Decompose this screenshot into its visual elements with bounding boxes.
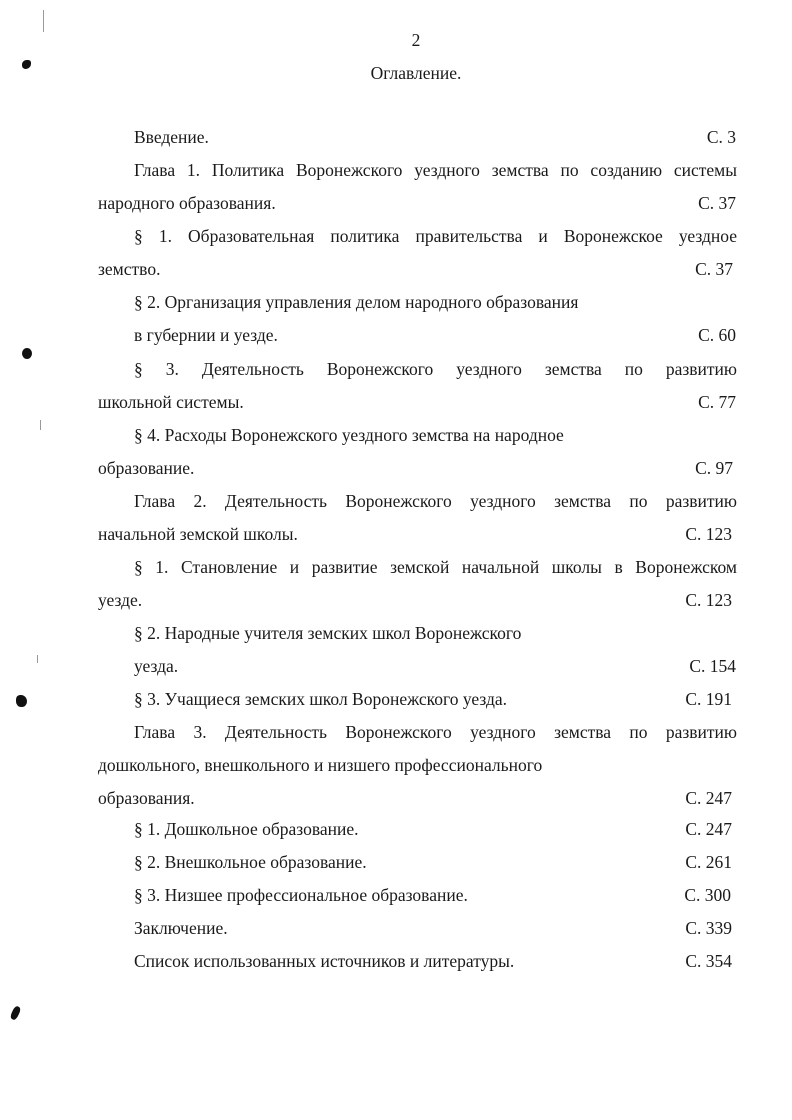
scan-speck-3 xyxy=(37,655,38,663)
scan-blot-lower xyxy=(16,695,27,707)
toc-entry-ch1-sec1-line-1: § 1. Образовательная политика правительства и Воронежское уездное xyxy=(134,226,737,246)
toc-entry-chapter-3-line-2: дошкольного, внешкольного и низшего профессионального xyxy=(98,755,543,775)
toc-page-introduction: С. 3 xyxy=(706,127,736,147)
toc-page-chapter-1: С. 37 xyxy=(698,193,736,213)
toc-page-ch2-sec3: С. 191 xyxy=(685,689,732,709)
toc-entry-ch3-sec2: § 2. Внешкольное образование. xyxy=(134,852,367,872)
toc-entry-chapter-1-line-2: народного образования. xyxy=(98,193,276,213)
toc-entry-ch1-sec4-line-1: § 4. Расходы Воронежского уездного земства на народное xyxy=(134,425,564,445)
toc-page-ch1-sec2: С. 60 xyxy=(698,325,736,345)
toc-page-ch2-sec1: С. 123 xyxy=(685,590,732,610)
toc-page-chapter-3: С. 247 xyxy=(685,788,732,808)
scan-blot-middle xyxy=(22,348,32,359)
scan-speck-2 xyxy=(40,420,41,430)
toc-entry-chapter-3-line-1: Глава 3. Деятельность Воронежского уездного земства по развитию xyxy=(134,722,737,742)
toc-entry-bibliography: Список использованных источников и литературы. xyxy=(134,951,515,971)
toc-entry-ch2-sec3: § 3. Учащиеся земских школ Воронежского уезда. xyxy=(134,689,508,709)
toc-entry-ch1-sec2-line-2: в губернии и уезде. xyxy=(134,325,278,345)
toc-entry-ch1-sec4-line-2: образование. xyxy=(98,458,195,478)
toc-page-ch2-sec2: С. 154 xyxy=(689,656,736,676)
toc-page-chapter-2: С. 123 xyxy=(685,524,732,544)
toc-entry-ch1-sec3-line-2: школьной системы. xyxy=(98,392,244,412)
toc-entry-ch3-sec1: § 1. Дошкольное образование. xyxy=(134,819,359,839)
toc-page-ch3-sec3: С. 300 xyxy=(684,885,731,905)
toc-entry-chapter-3-line-3: образования. xyxy=(98,788,195,808)
toc-entry-ch1-sec2-line-1: § 2. Организация управления делом народного образования xyxy=(134,292,579,312)
toc-page-ch3-sec1: С. 247 xyxy=(685,819,732,839)
toc-entry-ch1-sec1-line-2: земство. xyxy=(98,259,161,279)
toc-entry-ch2-sec2-line-2: уезда. xyxy=(134,656,179,676)
toc-page-bibliography: С. 354 xyxy=(685,951,732,971)
toc-entry-chapter-2-line-1: Глава 2. Деятельность Воронежского уездного земства по развитию xyxy=(134,491,737,511)
toc-entry-ch1-sec3-line-1: § 3. Деятельность Воронежского уездного земства по развитию xyxy=(134,359,737,379)
scan-blot-bottom xyxy=(9,1005,21,1021)
toc-entry-ch2-sec2-line-1: § 2. Народные учителя земских школ Воронежского xyxy=(134,623,522,643)
toc-entry-chapter-2-line-2: начальной земской школы. xyxy=(98,524,298,544)
toc-page-ch3-sec2: С. 261 xyxy=(685,852,732,872)
toc-entry-conclusion: Заключение. xyxy=(134,918,228,938)
toc-page-ch1-sec1: С. 37 xyxy=(695,259,733,279)
toc-page-conclusion: С. 339 xyxy=(685,918,732,938)
toc-entry-introduction: Введение. xyxy=(134,127,209,147)
toc-entry-chapter-1-line-1: Глава 1. Политика Воронежского уездного земства по созданию системы xyxy=(134,160,737,180)
toc-page-ch1-sec3: С. 77 xyxy=(698,392,736,412)
toc-page-ch1-sec4: С. 97 xyxy=(695,458,733,478)
toc-title: Оглавление. xyxy=(370,63,462,83)
toc-entry-ch2-sec1-line-2: уезде. xyxy=(98,590,143,610)
toc-entry-ch2-sec1-line-1: § 1. Становление и развитие земской начальной школы в Воронежском xyxy=(134,557,737,577)
toc-entry-ch3-sec3: § 3. Низшее профессиональное образование. xyxy=(134,885,468,905)
page-number: 2 xyxy=(411,30,421,50)
